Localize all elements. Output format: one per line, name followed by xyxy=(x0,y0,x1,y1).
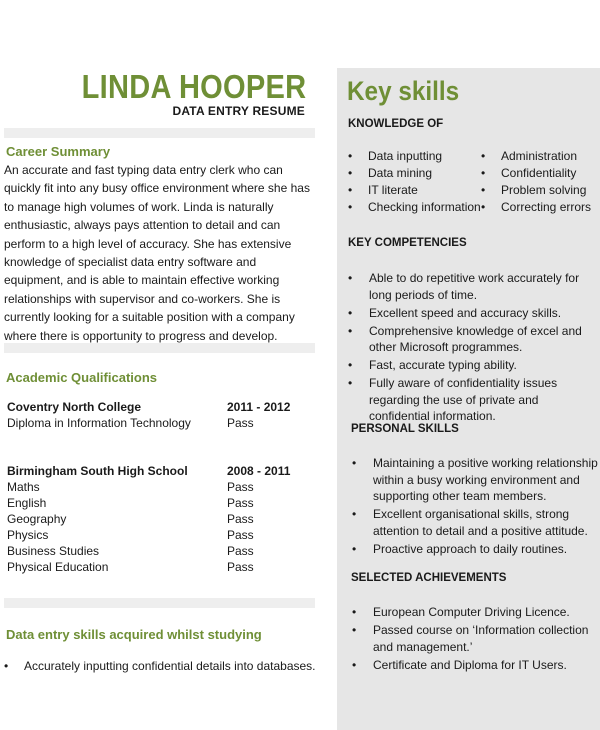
school-name: Birmingham South High School xyxy=(7,464,188,478)
knowledge-item: • IT literate xyxy=(347,182,481,199)
section-divider xyxy=(4,343,315,353)
competency-item: • Comprehensive knowledge of excel and other Microsoft programmes. xyxy=(348,323,588,356)
competency-item: • Able to do repetitive work accurately for long periods of time. xyxy=(348,270,588,303)
bullet-icon: • xyxy=(4,659,9,673)
competency-item: • Fast, accurate typing ability. xyxy=(348,357,588,374)
knowledge-item: • Confidentiality xyxy=(480,165,591,182)
subject-row xyxy=(7,480,307,496)
college-course-row xyxy=(7,416,307,432)
knowledge-item: • Administration xyxy=(480,148,591,165)
section-divider xyxy=(4,598,315,608)
key-skills-panel xyxy=(337,68,600,730)
achievement-item: • Certificate and Diploma for IT Users. xyxy=(352,657,592,674)
subject-row xyxy=(7,560,307,576)
personal-skills-list xyxy=(352,455,598,559)
skills-acquired-text: Accurately inputting confidential details into databases. xyxy=(24,659,316,673)
subject-name: English xyxy=(7,496,47,510)
college-years: 2011 - 2012 xyxy=(227,400,291,414)
subject-result: Pass xyxy=(227,560,254,574)
knowledge-item: • Correcting errors xyxy=(480,199,591,216)
personal-skills-heading: PERSONAL SKILLS xyxy=(351,423,459,435)
subject-result: Pass xyxy=(227,496,254,510)
career-summary-title: Career Summary xyxy=(6,144,111,159)
knowledge-column xyxy=(480,148,591,216)
subject-result: Pass xyxy=(227,528,254,542)
knowledge-item: • Data mining xyxy=(347,165,481,182)
competencies-list xyxy=(348,270,588,426)
achievements-list xyxy=(352,604,592,675)
subject-result: Pass xyxy=(227,480,254,494)
subject-result: Pass xyxy=(227,544,254,558)
career-summary-text: An accurate and fast typing data entry clerk who can quickly fit into any busy office environment where she has to manage high volumes of work. Linda is naturally enthusiastic, always pays attention to detail and can perform to a high level of accuracy. She has extensive knowledge of specialist data entry software and equipment, and is able to maintain effective working relationships with supervisor and co-workers. She is currently looking for a suitable position with a company where there is opportunity to progress and develop. xyxy=(4,163,310,343)
school-row xyxy=(7,464,307,480)
achievement-item: • Passed course on ‘Information collection and management.’ xyxy=(352,622,592,655)
resume-subtitle: DATA ENTRY RESUME xyxy=(172,104,305,118)
school-years: 2008 - 2011 xyxy=(227,464,291,478)
competency-item: • Fully aware of confidentiality issues regarding the use of private and confidential information. xyxy=(348,375,588,425)
subject-row xyxy=(7,512,307,528)
knowledge-item: • Problem solving xyxy=(480,182,591,199)
college-name: Coventry North College xyxy=(7,400,142,414)
college-result: Pass xyxy=(227,416,254,430)
candidate-name: LINDA HOOPER xyxy=(81,68,306,105)
achievements-heading: SELECTED ACHIEVEMENTS xyxy=(351,572,507,584)
skills-acquired-title: Data entry skills acquired whilst studying xyxy=(6,627,262,642)
subject-name: Physical Education xyxy=(7,560,109,574)
personal-skill-item: • Proactive approach to daily routines. xyxy=(352,541,598,558)
subject-result: Pass xyxy=(227,512,254,526)
achievement-item: • European Computer Driving Licence. xyxy=(352,604,592,621)
college-row xyxy=(7,400,307,416)
key-skills-title: Key skills xyxy=(347,76,460,106)
knowledge-item: • Checking information xyxy=(347,199,481,216)
subject-row xyxy=(7,496,307,512)
subject-name: Physics xyxy=(7,528,49,542)
subject-name: Geography xyxy=(7,512,67,526)
skills-acquired-item xyxy=(4,659,316,673)
knowledge-column xyxy=(347,148,481,216)
personal-skill-item: • Excellent organisational skills, strong attention to detail and a positive attitude. xyxy=(352,506,598,539)
personal-skill-item: • Maintaining a positive working relationship within a busy working environment and supporting other team members. xyxy=(352,455,598,505)
subject-name: Maths xyxy=(7,480,40,494)
knowledge-heading: KNOWLEDGE OF xyxy=(348,118,444,130)
subject-row xyxy=(7,544,307,560)
subject-row xyxy=(7,528,307,544)
section-divider xyxy=(4,128,315,138)
competency-item: • Excellent speed and accuracy skills. xyxy=(348,305,588,322)
academic-qualifications-title: Academic Qualifications xyxy=(6,370,157,385)
competencies-heading: KEY COMPETENCIES xyxy=(348,237,467,249)
subject-name: Business Studies xyxy=(7,544,100,558)
college-course: Diploma in Information Technology xyxy=(7,416,191,430)
knowledge-item: • Data inputting xyxy=(347,148,481,165)
